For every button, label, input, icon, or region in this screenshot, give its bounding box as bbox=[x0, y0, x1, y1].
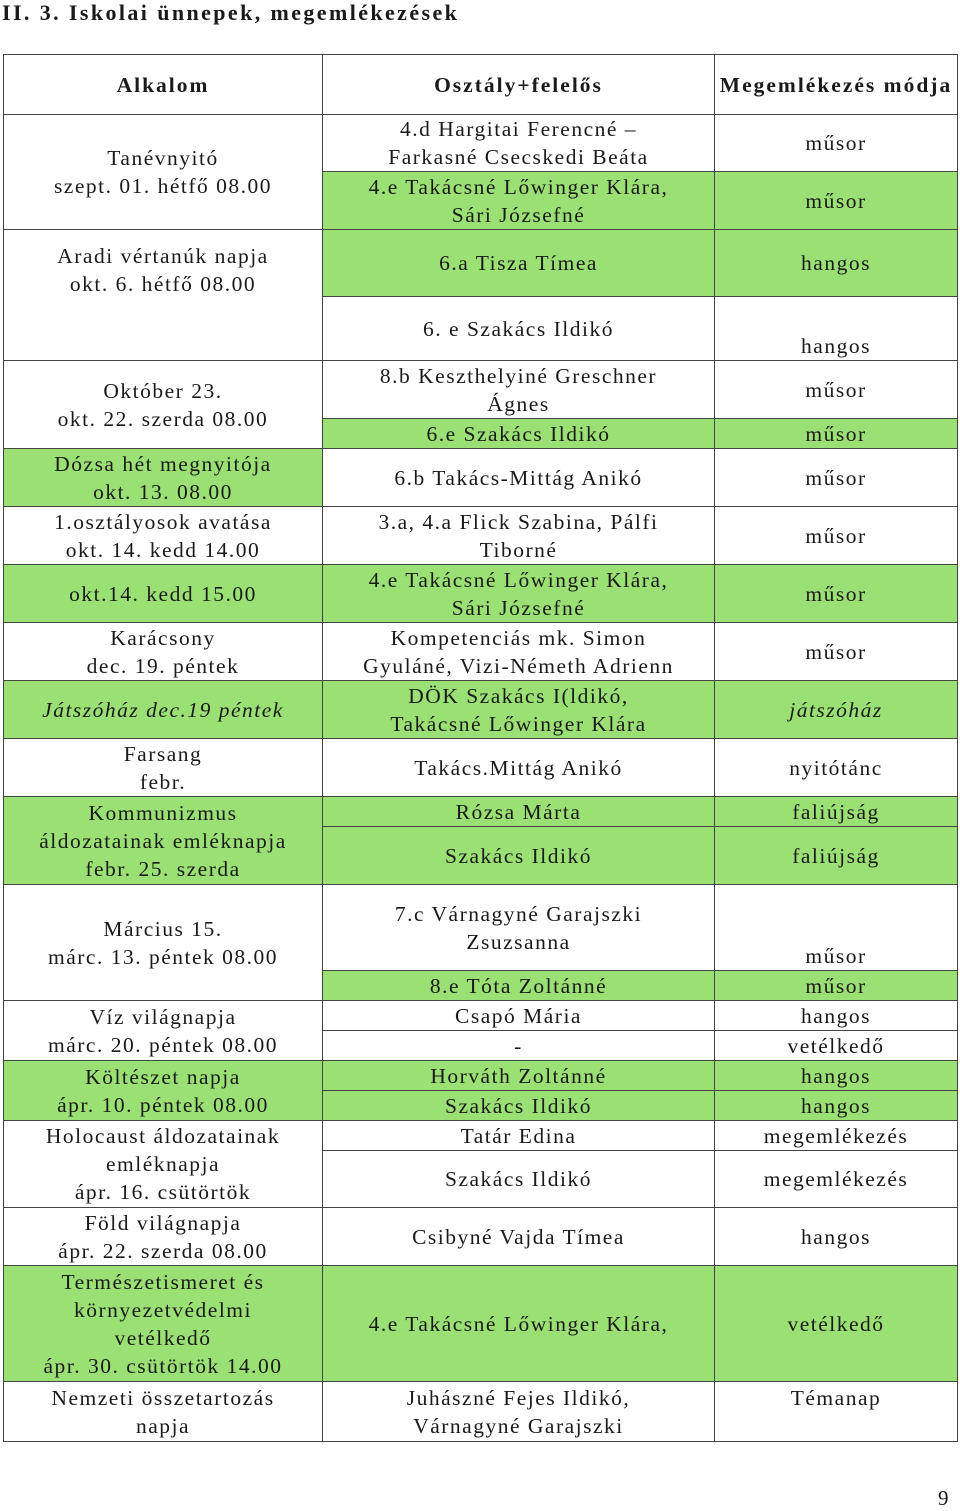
occasion-line: Aradi vértanúk napja bbox=[57, 244, 269, 268]
table-row bbox=[4, 115, 958, 172]
method-cell: Témanap bbox=[715, 1382, 958, 1442]
method-cell: műsor bbox=[715, 361, 958, 419]
responsible-cell: Rózsa Márta bbox=[323, 797, 715, 827]
responsible-line: DÖK Szakács I(ldikó, bbox=[408, 683, 629, 708]
method-cell: műsor bbox=[715, 885, 958, 971]
responsible-cell: Szakács Ildikó bbox=[323, 1091, 715, 1121]
header-occasion: Alkalom bbox=[4, 55, 323, 115]
page-number: 9 bbox=[938, 1486, 949, 1510]
method-cell: megemlékezés bbox=[715, 1151, 958, 1208]
method-cell: műsor bbox=[715, 971, 958, 1001]
responsible-cell bbox=[323, 681, 715, 739]
responsible-line: Ágnes bbox=[487, 391, 550, 416]
responsible-cell: 8.e Tóta Zoltánné bbox=[323, 971, 715, 1001]
method-cell: faliújság bbox=[715, 827, 958, 885]
occasion-cell bbox=[4, 797, 323, 885]
responsible-line: 7.c Várnagyné Garajszki bbox=[394, 901, 643, 926]
occasion-line: febr. bbox=[139, 769, 187, 794]
method-cell: hangos bbox=[715, 1208, 958, 1266]
occasion-cell bbox=[4, 1382, 323, 1442]
occasion-cell bbox=[4, 115, 323, 230]
table-row bbox=[4, 681, 958, 739]
method-cell: hangos bbox=[715, 230, 958, 297]
occasion-line: Farsang bbox=[123, 741, 203, 766]
occasion-line: Költészet napja bbox=[85, 1064, 241, 1089]
occasion-line: Dózsa hét megnyitója bbox=[54, 451, 272, 476]
responsible-line: Farkasné Csecskedi Beáta bbox=[388, 145, 649, 169]
occasion-line: márc. 20. péntek 08.00 bbox=[47, 1032, 279, 1057]
table-row bbox=[4, 230, 958, 297]
occasion-line: Március 15. bbox=[103, 916, 223, 941]
responsible-cell bbox=[323, 885, 715, 971]
occasion-line: Tanévnyitó bbox=[107, 146, 219, 170]
responsible-line: Takácsné Lőwinger Klára bbox=[390, 711, 647, 736]
method-cell: faliújság bbox=[715, 797, 958, 827]
responsible-line: 4.d Hargitai Ferencné – bbox=[399, 117, 638, 141]
events-table bbox=[3, 54, 958, 1442]
occasion-line: ápr. 16. csütörtök bbox=[74, 1180, 252, 1204]
method-cell: vetélkedő bbox=[715, 1031, 958, 1061]
occasion-line: ápr. 10. péntek 08.00 bbox=[57, 1092, 269, 1117]
responsible-cell bbox=[323, 361, 715, 419]
occasion-line: ápr. 30. csütörtök 14.00 bbox=[43, 1353, 283, 1378]
table-row bbox=[4, 1208, 958, 1266]
occasion-cell bbox=[4, 507, 323, 565]
method-cell: vetélkedő bbox=[715, 1266, 958, 1382]
occasion-line: szept. 01. hétfő 08.00 bbox=[53, 174, 273, 198]
table-row bbox=[4, 885, 958, 971]
responsible-cell: Tatár Edina bbox=[323, 1121, 715, 1151]
responsible-line: Kompetenciás mk. Simon bbox=[390, 625, 647, 650]
occasion-line: febr. 25. szerda bbox=[85, 856, 241, 881]
occasion-cell: Játszóház dec.19 péntek bbox=[4, 681, 323, 739]
method-cell: hangos bbox=[715, 1001, 958, 1031]
responsible-cell bbox=[323, 565, 715, 623]
method-cell: műsor bbox=[715, 172, 958, 230]
occasion-line: Föld világnapja bbox=[84, 1210, 242, 1235]
table-row bbox=[4, 565, 958, 623]
responsible-cell: Takács.Mittág Anikó bbox=[323, 739, 715, 797]
occasion-cell bbox=[4, 1266, 323, 1382]
responsible-cell: Szakács Ildikó bbox=[323, 1151, 715, 1208]
responsible-cell bbox=[323, 1382, 715, 1442]
table-row bbox=[4, 1266, 958, 1382]
responsible-line: 3.a, 4.a Flick Szabina, Pálfi bbox=[378, 509, 659, 534]
occasion-cell bbox=[4, 1001, 323, 1061]
method-cell: hangos bbox=[715, 297, 958, 361]
occasion-cell bbox=[4, 1208, 323, 1266]
occasion-cell bbox=[4, 623, 323, 681]
responsible-cell bbox=[323, 507, 715, 565]
table-row bbox=[4, 1001, 958, 1031]
occasion-line: emléknapja bbox=[105, 1152, 221, 1176]
method-cell: hangos bbox=[715, 1061, 958, 1091]
method-cell: műsor bbox=[715, 565, 958, 623]
occasion-line: környezetvédelmi bbox=[73, 1297, 253, 1322]
occasion-cell bbox=[4, 449, 323, 507]
occasion-cell bbox=[4, 361, 323, 449]
occasion-cell bbox=[4, 1121, 323, 1208]
responsible-cell: - bbox=[323, 1031, 715, 1061]
occasion-line: dec. 19. péntek bbox=[86, 653, 240, 678]
occasion-line: okt. 14. kedd 14.00 bbox=[65, 537, 261, 562]
responsible-line: Zsuzsanna bbox=[466, 929, 571, 954]
table-row bbox=[4, 797, 958, 827]
header-class-responsible: Osztály+felelős bbox=[323, 55, 715, 115]
occasion-line: okt. 22. szerda 08.00 bbox=[57, 406, 269, 431]
occasion-line: vetélkedő bbox=[114, 1325, 212, 1350]
table-row bbox=[4, 1061, 958, 1091]
responsible-cell: 6.b Takács-Mittág Anikó bbox=[323, 449, 715, 507]
occasion-line: napja bbox=[135, 1413, 191, 1438]
responsible-line: Juhászné Fejes Ildikó, bbox=[406, 1385, 631, 1410]
header-method: Megemlékezés módja bbox=[715, 55, 958, 115]
responsible-cell bbox=[323, 172, 715, 230]
responsible-cell: 6.a Tisza Tímea bbox=[323, 230, 715, 297]
method-cell: műsor bbox=[715, 623, 958, 681]
responsible-cell: Csapó Mária bbox=[323, 1001, 715, 1031]
responsible-line: Várnagyné Garajszki bbox=[413, 1413, 624, 1438]
occasion-line: Nemzeti összetartozás bbox=[51, 1385, 275, 1410]
responsible-line: Sári Józsefné bbox=[451, 202, 586, 227]
occasion-line: Kommunizmus bbox=[88, 800, 238, 825]
responsible-line: 4.e Takácsné Lőwinger Klára, bbox=[368, 567, 669, 592]
occasion-cell bbox=[4, 885, 323, 1001]
method-cell: játszóház bbox=[715, 681, 958, 739]
table-row bbox=[4, 1121, 958, 1151]
occasion-line: Víz világnapja bbox=[89, 1004, 237, 1029]
table-row bbox=[4, 361, 958, 419]
occasion-cell bbox=[4, 230, 323, 361]
responsible-line: Sári Józsefné bbox=[451, 595, 586, 620]
section-heading: II. 3. Iskolai ünnepek, megemlékezések bbox=[2, 0, 460, 25]
occasion-line: Holocaust áldozatainak bbox=[45, 1124, 281, 1148]
method-cell: hangos bbox=[715, 1091, 958, 1121]
occasion-line: okt. 6. hétfő 08.00 bbox=[69, 272, 257, 296]
occasion-line: ápr. 22. szerda 08.00 bbox=[58, 1238, 268, 1263]
occasion-line: márc. 13. péntek 08.00 bbox=[47, 944, 279, 969]
occasion-line: Természetismeret és bbox=[61, 1269, 265, 1294]
responsible-line: Gyuláné, Vizi-Németh Adrienn bbox=[363, 653, 674, 678]
occasion-line: 1.osztályosok avatása bbox=[54, 509, 272, 534]
table-row bbox=[4, 623, 958, 681]
occasion-cell bbox=[4, 739, 323, 797]
occasion-line: áldozatainak emléknapja bbox=[39, 828, 287, 853]
method-cell: nyitótánc bbox=[715, 739, 958, 797]
responsible-line: 8.b Keszthelyiné Greschner bbox=[379, 363, 658, 388]
responsible-line: 4.e Takácsné Lőwinger Klára, bbox=[368, 174, 669, 199]
occasion-cell: okt.14. kedd 15.00 bbox=[4, 565, 323, 623]
occasion-line: okt. 13. 08.00 bbox=[93, 479, 233, 504]
method-cell: műsor bbox=[715, 507, 958, 565]
table-row bbox=[4, 507, 958, 565]
table-row bbox=[4, 1382, 958, 1442]
table-row bbox=[4, 739, 958, 797]
responsible-cell: 6.e Szakács Ildikó bbox=[323, 419, 715, 449]
method-cell: műsor bbox=[715, 419, 958, 449]
responsible-cell bbox=[323, 623, 715, 681]
responsible-cell: Csibyné Vajda Tímea bbox=[323, 1208, 715, 1266]
table-header-row bbox=[4, 55, 958, 115]
responsible-cell: Szakács Ildikó bbox=[323, 827, 715, 885]
method-cell: műsor bbox=[715, 115, 958, 172]
method-cell: műsor bbox=[715, 449, 958, 507]
occasion-line: Karácsony bbox=[110, 625, 216, 650]
occasion-line: Október 23. bbox=[103, 378, 223, 403]
occasion-cell bbox=[4, 1061, 323, 1121]
method-cell: megemlékezés bbox=[715, 1121, 958, 1151]
responsible-cell: 6. e Szakács Ildikó bbox=[323, 297, 715, 361]
responsible-cell: 4.e Takácsné Lőwinger Klára, bbox=[323, 1266, 715, 1382]
responsible-line: Tiborné bbox=[479, 537, 558, 562]
responsible-cell: Horváth Zoltánné bbox=[323, 1061, 715, 1091]
table-row bbox=[4, 449, 958, 507]
responsible-cell bbox=[323, 115, 715, 172]
